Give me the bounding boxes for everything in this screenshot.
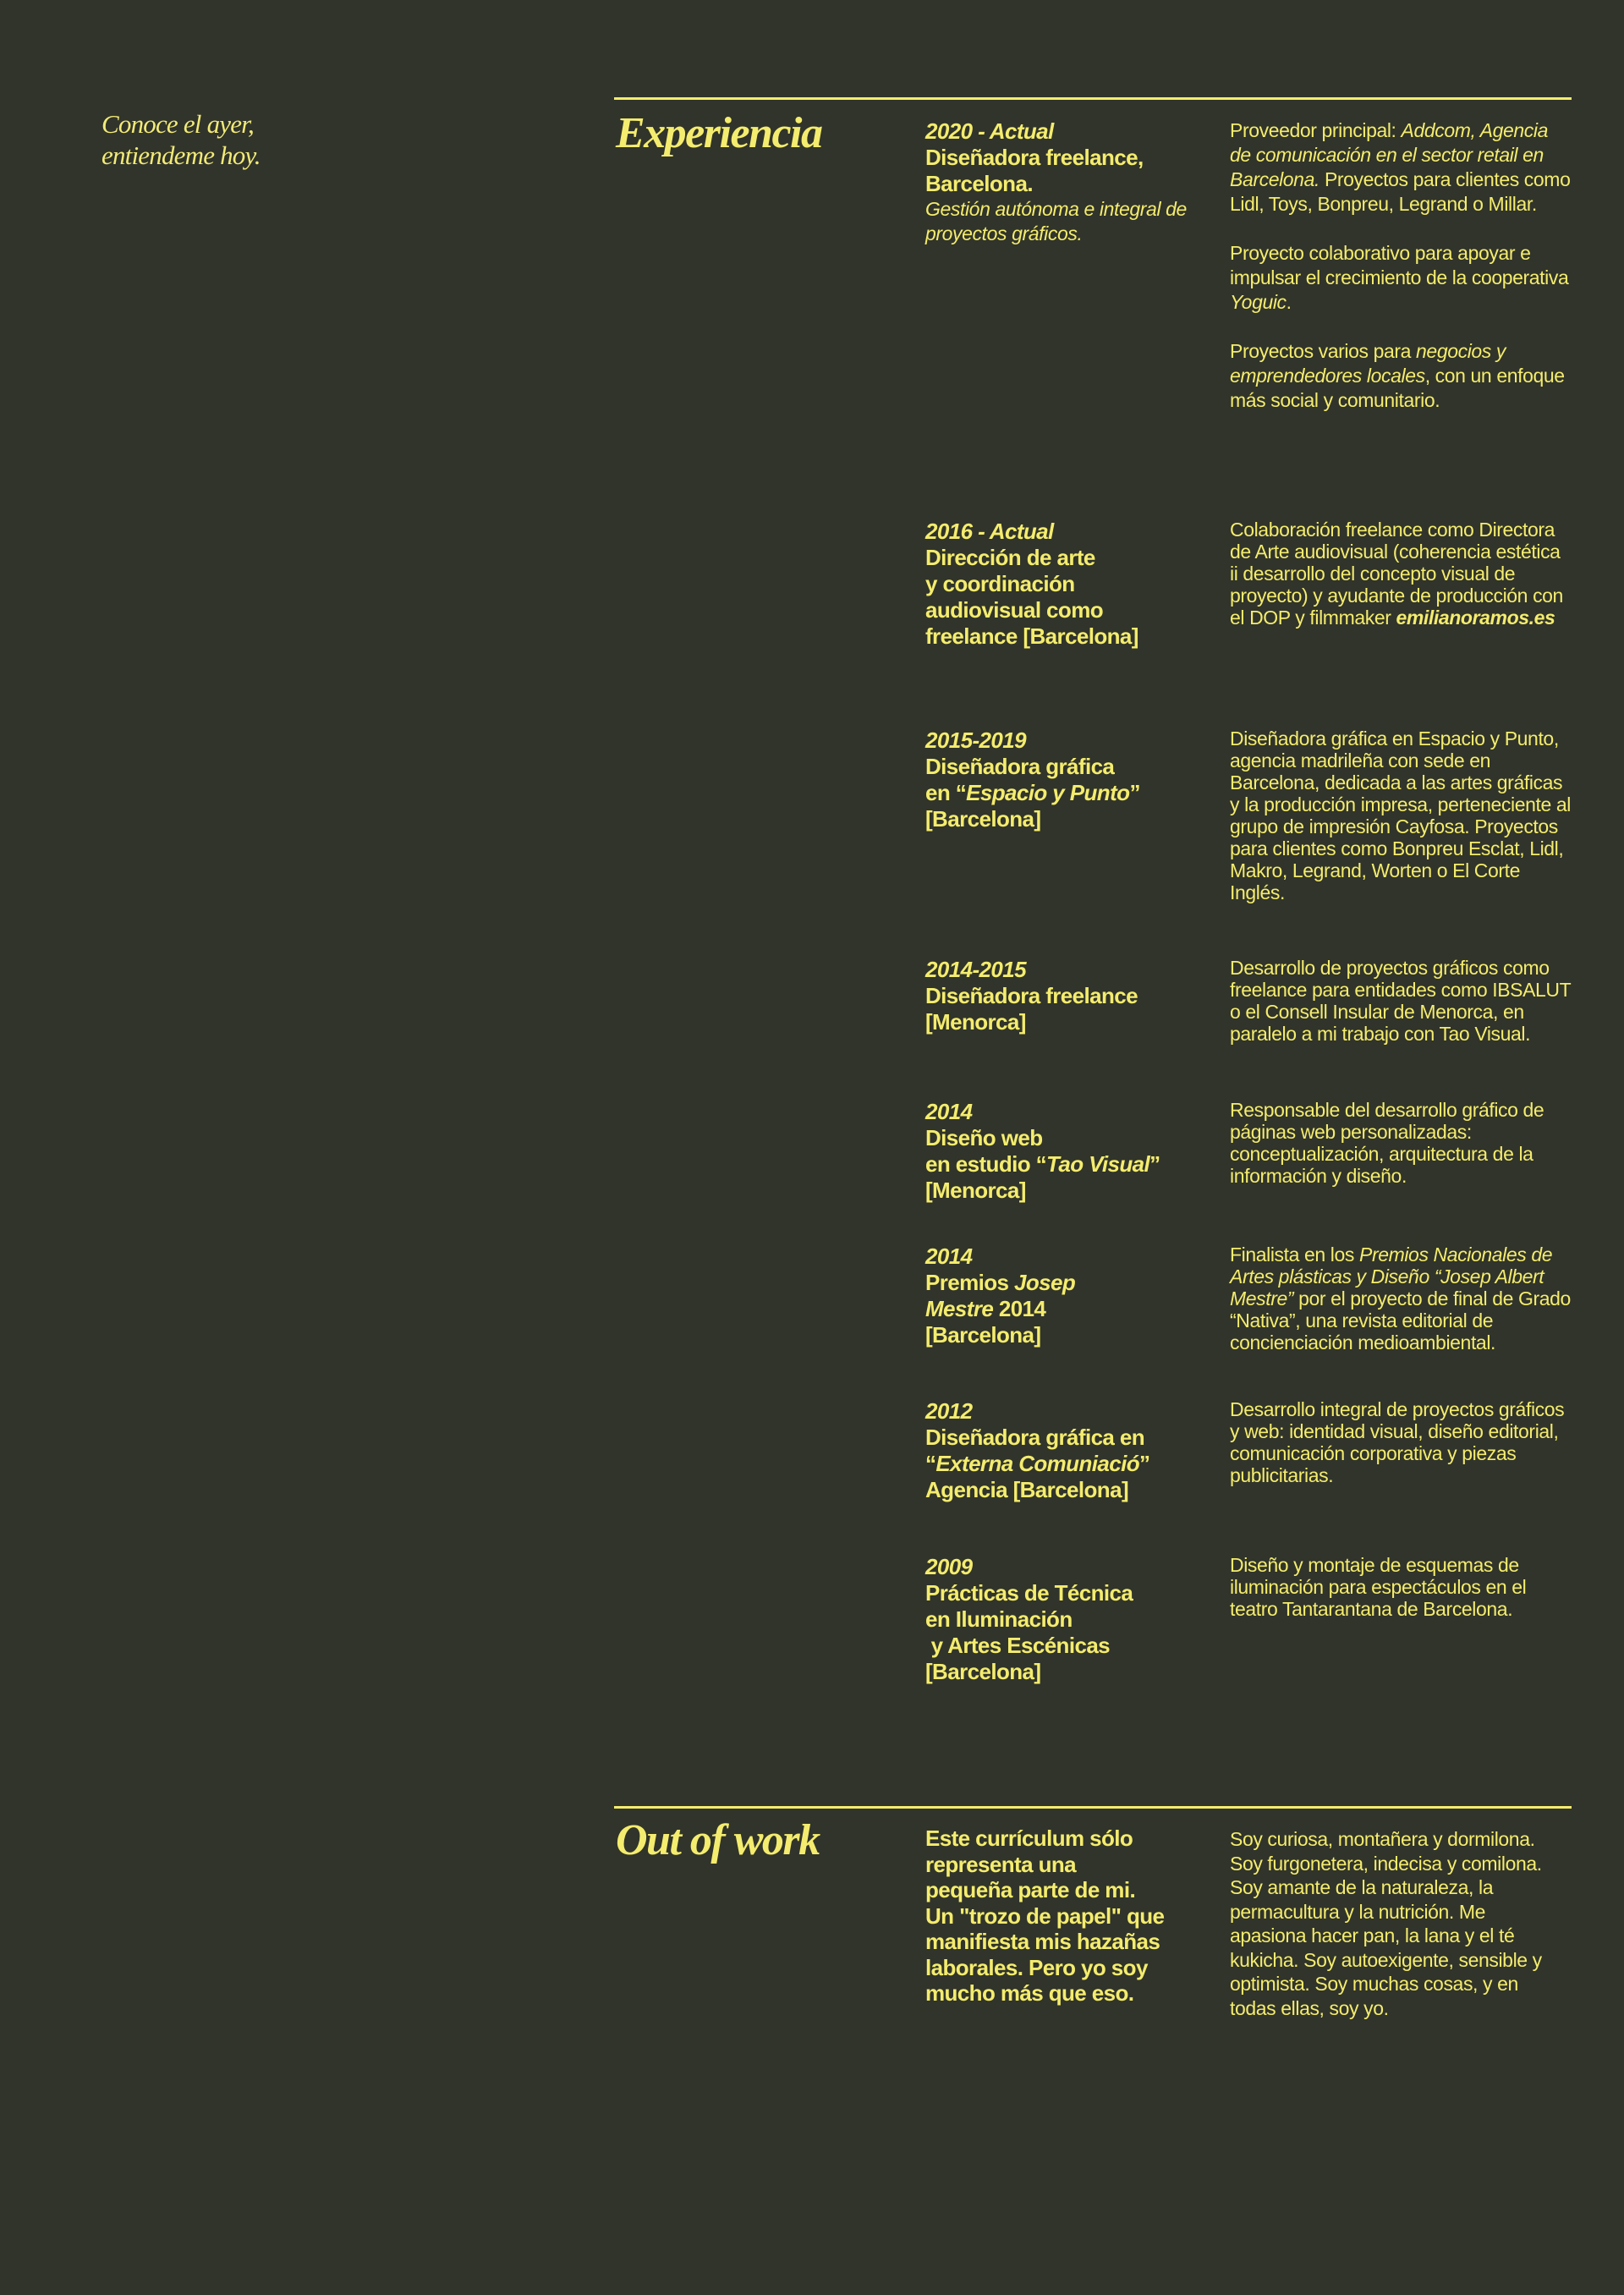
intro-line: Este currículum sólo: [925, 1826, 1133, 1851]
award-name: Mestre: [925, 1296, 994, 1321]
text: .: [1286, 291, 1292, 313]
entry-description: [1230, 1554, 1572, 1620]
description-line: todas ellas, soy yo.: [1230, 1996, 1389, 2019]
description-paragraph: [1230, 519, 1572, 629]
out-of-work-description: [1230, 1827, 1578, 2020]
tagline-line-1: Conoce el ayer,: [102, 109, 254, 139]
entry-heading: [925, 1099, 1204, 1204]
tagline: [102, 108, 389, 171]
intro-line: pequeña parte de mi.: [925, 1877, 1136, 1902]
role-line: freelance [Barcelona]: [925, 623, 1138, 649]
entry-heading: [925, 1554, 1204, 1685]
role-line: [925, 780, 1204, 806]
entry-role: [925, 1270, 1204, 1348]
out-of-work-divider: [614, 1806, 1572, 1809]
entry-year: 2012: [925, 1398, 973, 1424]
entry-role: [925, 1425, 1204, 1503]
description-paragraph: [1230, 1244, 1572, 1353]
entry-role: [925, 1580, 1204, 1685]
entry-year: 2020 - Actual: [925, 118, 1054, 144]
entry-role: [925, 145, 1204, 197]
text: ”: [1139, 1451, 1150, 1476]
entry-year: 2014: [925, 1099, 973, 1124]
entry-year: 2009: [925, 1554, 973, 1579]
entry-description: [1230, 1099, 1572, 1187]
text: , con un enfoque más social y comunitario.: [1230, 365, 1565, 411]
text: en “: [925, 780, 967, 805]
intro-line: laborales. Pero yo soy: [925, 1954, 1148, 1980]
role-line: audiovisual como: [925, 597, 1104, 623]
text: ”: [1149, 1151, 1160, 1177]
entry-year: 2016 - Actual: [925, 519, 1054, 544]
role-line: [Barcelona]: [925, 1659, 1041, 1684]
text: Proyecto colaborativo para apoyar e impulsar el crecimiento de la cooperativa: [1230, 242, 1569, 288]
role-line: Diseño web: [925, 1125, 1043, 1150]
intro-line: manifiesta mis hazañas: [925, 1929, 1160, 1954]
role-line: Dirección de arte: [925, 545, 1095, 570]
entry-description: [1230, 727, 1572, 903]
text: Proyectos varios para: [1230, 340, 1417, 362]
text: Colaboración freelance como Directora de Arte audiovisual (coherencia estética ii desarrollo del concepto visual de proyecto) y ayudante de producción con el DOP y filmmaker: [1230, 519, 1563, 629]
description-paragraph: Diseñadora gráfica en Espacio y Punto, agencia madrileña con sede en Barcelona, dedicada a las artes gráficas y la producción impresa, perteneciente al grupo de impresión Cayfosa. Proyectos para clientes como Bonpreu Esclat, Lidl, Makro, Legrand, Worten o El Corte Inglés.: [1230, 727, 1571, 903]
description-line: apasiona hacer pan, la lana y el té: [1230, 1924, 1515, 1946]
tagline-line-2: entiendeme hoy.: [102, 140, 261, 170]
studio-name: Tao Visual: [1046, 1151, 1150, 1177]
description-line: Soy amante de la naturaleza, la: [1230, 1876, 1494, 1898]
role-line: y Artes Escénicas: [925, 1633, 1111, 1658]
text: 2014: [993, 1296, 1046, 1321]
entry-heading: [925, 1398, 1204, 1503]
entry-description: [1230, 1398, 1572, 1486]
cooperative-name: Yoguic: [1230, 291, 1287, 313]
entry-subtitle: Gestión autónoma e integral de proyectos gráficos.: [925, 198, 1187, 244]
entry-role: [925, 545, 1204, 650]
experience-title: Experiencia: [616, 109, 822, 157]
entry-description: [1230, 519, 1572, 629]
entry-heading: [925, 727, 1204, 832]
role-line: [925, 1296, 1204, 1322]
entry-year: 2014-2015: [925, 957, 1026, 982]
role-line: [925, 1270, 1204, 1296]
award-name: Josep: [1014, 1270, 1076, 1295]
role-line: [925, 1151, 1204, 1178]
description-line: optimista. Soy muchas cosas, y en: [1230, 1973, 1518, 1995]
role-line: Diseñadora gráfica: [925, 754, 1115, 779]
entry-heading: [925, 957, 1204, 1035]
text: Proyectos para clientes como Lidl, Toys, Bonpreu, Legrand o Millar.: [1230, 168, 1571, 215]
description-paragraph: [1230, 339, 1572, 413]
description-paragraph: [1230, 118, 1572, 217]
company-name: Espacio y Punto: [966, 780, 1130, 805]
experience-divider: [614, 97, 1572, 100]
intro-line: mucho más que eso.: [925, 1980, 1134, 2006]
text: Premios: [925, 1270, 1015, 1295]
entry-description: [1230, 1244, 1572, 1353]
role-line: [Barcelona]: [925, 1322, 1041, 1348]
emphasis: negocios y emprendedores locales: [1230, 340, 1506, 387]
role-line: Diseñadora freelance,: [925, 145, 1144, 170]
text: “: [925, 1451, 936, 1476]
out-of-work-intro: [925, 1826, 1204, 2007]
website-link[interactable]: emilianoramos.es: [1396, 607, 1555, 629]
entry-role: [925, 1125, 1204, 1204]
entry-description: [1230, 118, 1572, 413]
role-line: Agencia [Barcelona]: [925, 1477, 1129, 1502]
entry-heading: [925, 519, 1204, 650]
text: ”: [1129, 780, 1140, 805]
role-line: Diseñadora freelance: [925, 983, 1138, 1008]
description-line: permacultura y la nutrición. Me: [1230, 1900, 1486, 1923]
description-line: kukicha. Soy autoexigente, sensible y: [1230, 1948, 1542, 1971]
role-line: Barcelona.: [925, 171, 1033, 196]
entry-year: 2015-2019: [925, 727, 1026, 753]
text: Proveedor principal:: [1230, 119, 1402, 141]
role-line: [Barcelona]: [925, 806, 1041, 832]
client-name: Addcom, Agencia de comunicación en el sector retail en Barcelona.: [1230, 119, 1548, 190]
description-paragraph: Diseño y montaje de esquemas de iluminación para espectáculos en el teatro Tantarantana de Barcelona.: [1230, 1554, 1527, 1620]
text: por el proyecto de final de Grado “Nativa”, una revista editorial de concienciación medioambiental.: [1230, 1288, 1571, 1353]
entry-role: [925, 754, 1204, 832]
entry-year: 2014: [925, 1244, 973, 1269]
entry-heading: [925, 118, 1204, 246]
out-of-work-title: Out of work: [616, 1816, 820, 1864]
agency-name: Externa Comuniació: [935, 1451, 1139, 1476]
description-paragraph: Desarrollo de proyectos gráficos como freelance para entidades como IBSALUT o el Consell Insular de Menorca, en paralelo a mi trabajo con Tao Visual.: [1230, 957, 1571, 1045]
description-paragraph: Responsable del desarrollo gráfico de páginas web personalizadas: conceptualización, arquitectura de la información y diseño.: [1230, 1099, 1544, 1187]
text: en estudio “: [925, 1151, 1047, 1177]
role-line: [Menorca]: [925, 1009, 1026, 1035]
description-paragraph: [1230, 241, 1572, 315]
intro-line: Un "trozo de papel" que: [925, 1902, 1165, 1929]
intro-line: representa una: [925, 1851, 1077, 1877]
description-line: Soy furgonetera, indecisa y comilona.: [1230, 1852, 1542, 1875]
description-paragraph: Desarrollo integral de proyectos gráficos y web: identidad visual, diseño editorial, comunicación corporativa y piezas publicitarias.: [1230, 1398, 1565, 1486]
role-line: y coordinación: [925, 571, 1075, 596]
role-line: en Iluminación: [925, 1606, 1073, 1632]
text: Finalista en los: [1230, 1244, 1359, 1266]
role-line: [Menorca]: [925, 1178, 1026, 1203]
role-line: [925, 1451, 1204, 1477]
award-title: Premios Nacionales de Artes plásticas y Diseño “Josep Albert Mestre”: [1230, 1244, 1553, 1309]
entry-description: [1230, 957, 1572, 1045]
role-line: Prácticas de Técnica: [925, 1580, 1133, 1606]
description-line: Soy curiosa, montañera y dormilona.: [1230, 1828, 1535, 1850]
entry-heading: [925, 1244, 1204, 1348]
role-line: Diseñadora gráfica en: [925, 1425, 1145, 1450]
entry-role: [925, 983, 1204, 1035]
